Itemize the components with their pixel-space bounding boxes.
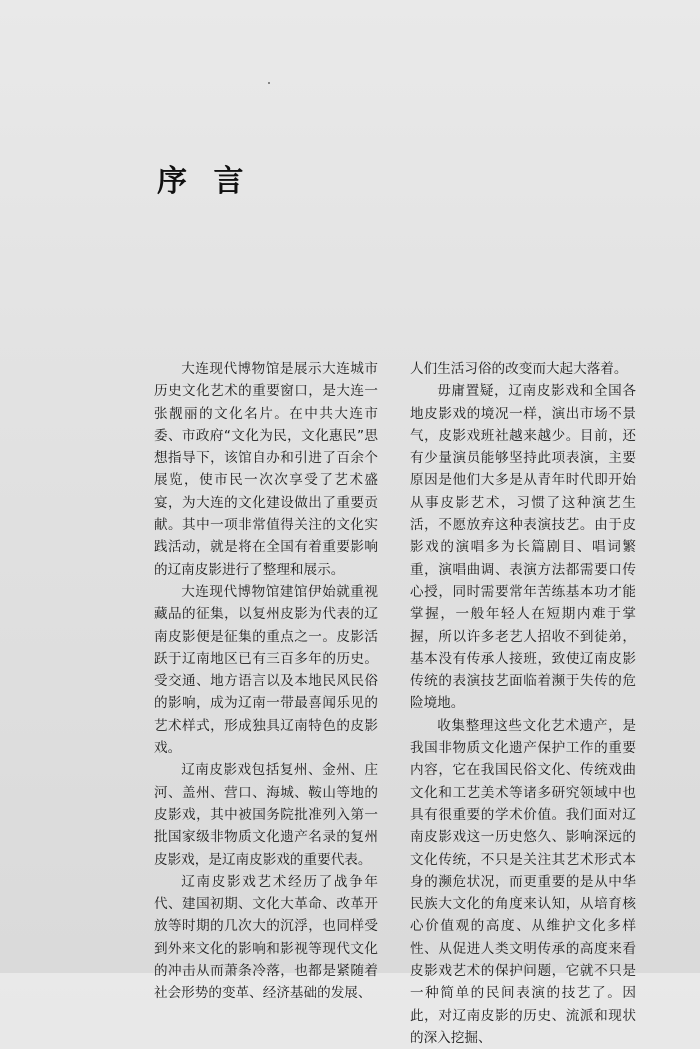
paragraph-continuation: 人们生活习俗的改变而大起大落着。 <box>410 361 628 377</box>
page-speck <box>268 82 270 84</box>
paragraph: 大连现代博物馆是展示大连城市历史文化艺术的重要窗口，是大连一张靓丽的文化名片。在中共大连市委、市政府“文化为民，文化惠民”思想指导下，该馆自办和引进了百余个展览，使市民一次次享受了艺术盛宴，为大连的文化建设做出了重要贡献。其中一项非常值得关注的文化实践活动，就是将在全国有着重要影响的辽南皮影进行了整理和展示。 <box>154 361 378 578</box>
paragraph: 辽南皮影戏包括复州、金州、庄河、盖州、营口、海城、鞍山等地的皮影戏，其中被国务院批准列入第一批国家级非物质文化遗产名录的复州皮影戏，是辽南皮影戏的重要代表。 <box>154 762 378 868</box>
left-column <box>154 358 378 1005</box>
page-title: 序 言 <box>157 164 252 199</box>
right-column <box>410 358 636 1049</box>
paragraph: 辽南皮影戏艺术经历了战争年代、建国初期、文化大革命、改革开放等时期的几次大的沉浮，也同样受到外来文化的影响和影视等现代文化的冲击从而萧条冷落，也都是紧随着社会形势的变革、经济基础的发展、 <box>154 873 378 1002</box>
paragraph: 毋庸置疑，辽南皮影戏和全国各地皮影戏的境况一样，演出市场不景气，皮影戏班社越来越少。目前，还有少量演员能够坚持此项表演，主要原因是他们大多是从青年时代即开始从事皮影艺术，习惯了这种演艺生活，不愿放弃这种表演技艺。由于皮影戏的演唱多为长篇剧目、唱词繁重，演唱曲调、表演方法都需要口传心授，同时需要常年苦练基本功才能掌握，一般年轻人在短期内难于掌握，所以许多老艺人招收不到徒弟，基本没有传承人接班，致使辽南皮影传统的表演技艺面临着濒于失传的危险境地。 <box>410 383 636 712</box>
paragraph: 大连现代博物馆建馆伊始就重视藏品的征集，以复州皮影为代表的辽南皮影便是征集的重点之一。皮影活跃于辽南地区已有三百多年的历史。受交通、地方语言以及本地民风民俗的影响，成为辽南一带最喜闻乐见的艺术样式，形成独具辽南特色的皮影戏。 <box>154 583 378 757</box>
paragraph: 收集整理这些文化艺术遗产，是我国非物质文化遗产保护工作的重要内容，它在我国民俗文化、传统戏曲文化和工艺美术等诸多研究领域中也具有很重要的学术价值。我们面对辽南皮影戏这一历史悠久、影响深远的文化传统，不只是关注其艺术形式本身的濒危状况，而更重要的是从中华民族大文化的角度来认知，从培育核心价值观的高度、从维护文化多样性、从促进人类文明传承的高度来看皮影戏艺术的保护问题，它就不只是一种简单的民间表演的技艺了。因此，对辽南皮影的历史、流派和现状的深入挖掘、 <box>410 717 636 1046</box>
